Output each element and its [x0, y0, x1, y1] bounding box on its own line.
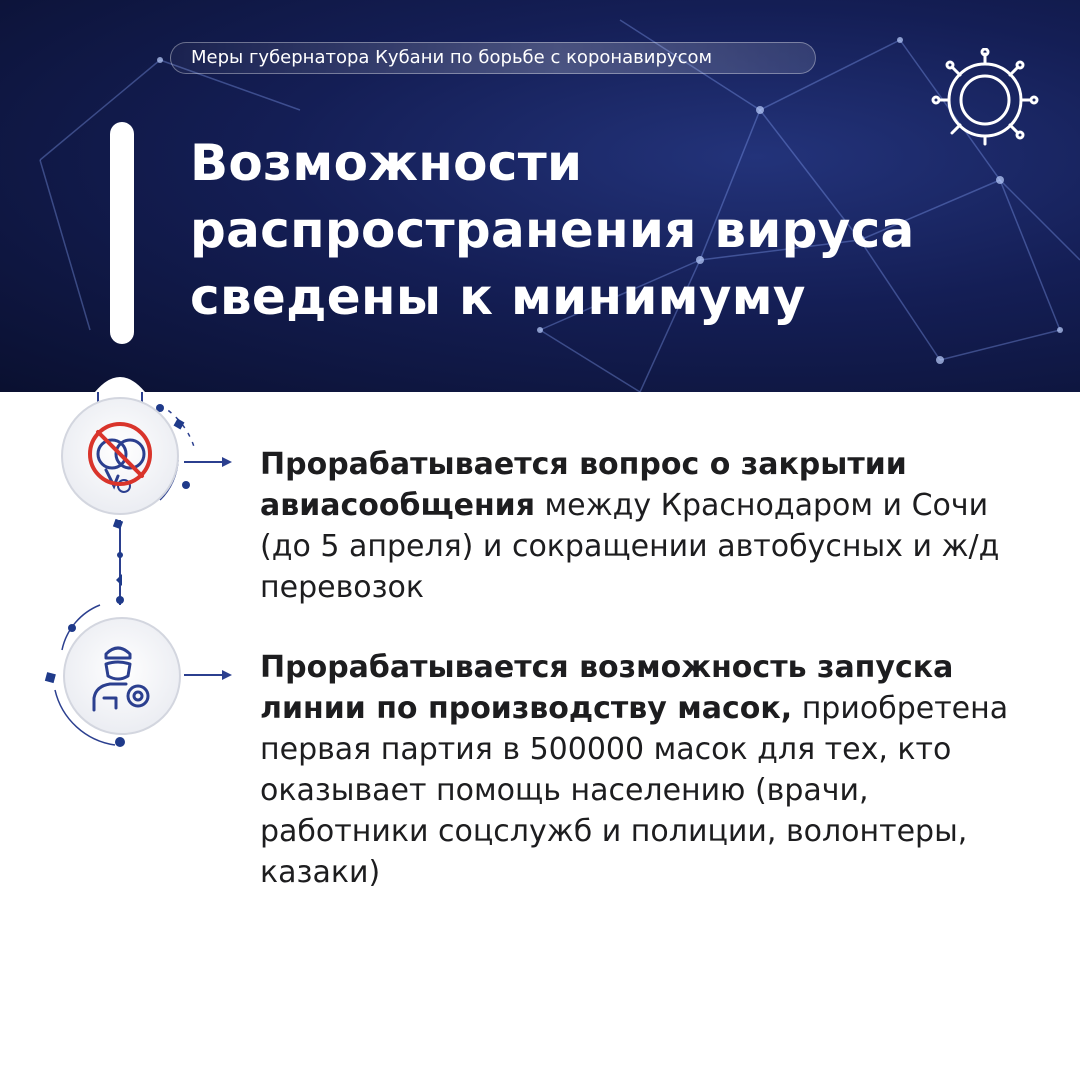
arrow-icon [184, 454, 234, 470]
measure-masks-bold: Прорабатывается возможность запуска линии по производству масок, [260, 650, 954, 726]
measure-masks-text [260, 647, 1040, 893]
measure-masks-detail: приобретена первая партия в 500000 масок для тех, кто оказывает помощь населению (врачи, работники соцслужб и полиции, волонтеры, казаки) [260, 691, 1009, 890]
measure-flights-detail: между Краснодаром и Сочи (до 5 апреля) и сокращении автобусных и ж/д перевозок [260, 488, 1000, 605]
title-line-1: Возможности [190, 134, 583, 192]
title-line-3: сведены к минимуму [190, 268, 806, 326]
doctor-mask-icon [60, 614, 184, 738]
measure-flights-text [260, 444, 1040, 608]
tagline-text: Меры губернатора Кубани по борьбе с коронавирусом [191, 47, 713, 68]
no-flights-icon [58, 394, 182, 518]
title-line-2: распространения вируса [190, 201, 915, 259]
header-banner [0, 0, 1080, 392]
tagline-pill [170, 42, 816, 74]
title-accent-bar [110, 122, 134, 344]
measure-flights-bold: Прорабатывается вопрос о закрытии авиасообщения [260, 447, 907, 523]
page-title [190, 130, 1050, 331]
arrow-icon [184, 667, 234, 683]
